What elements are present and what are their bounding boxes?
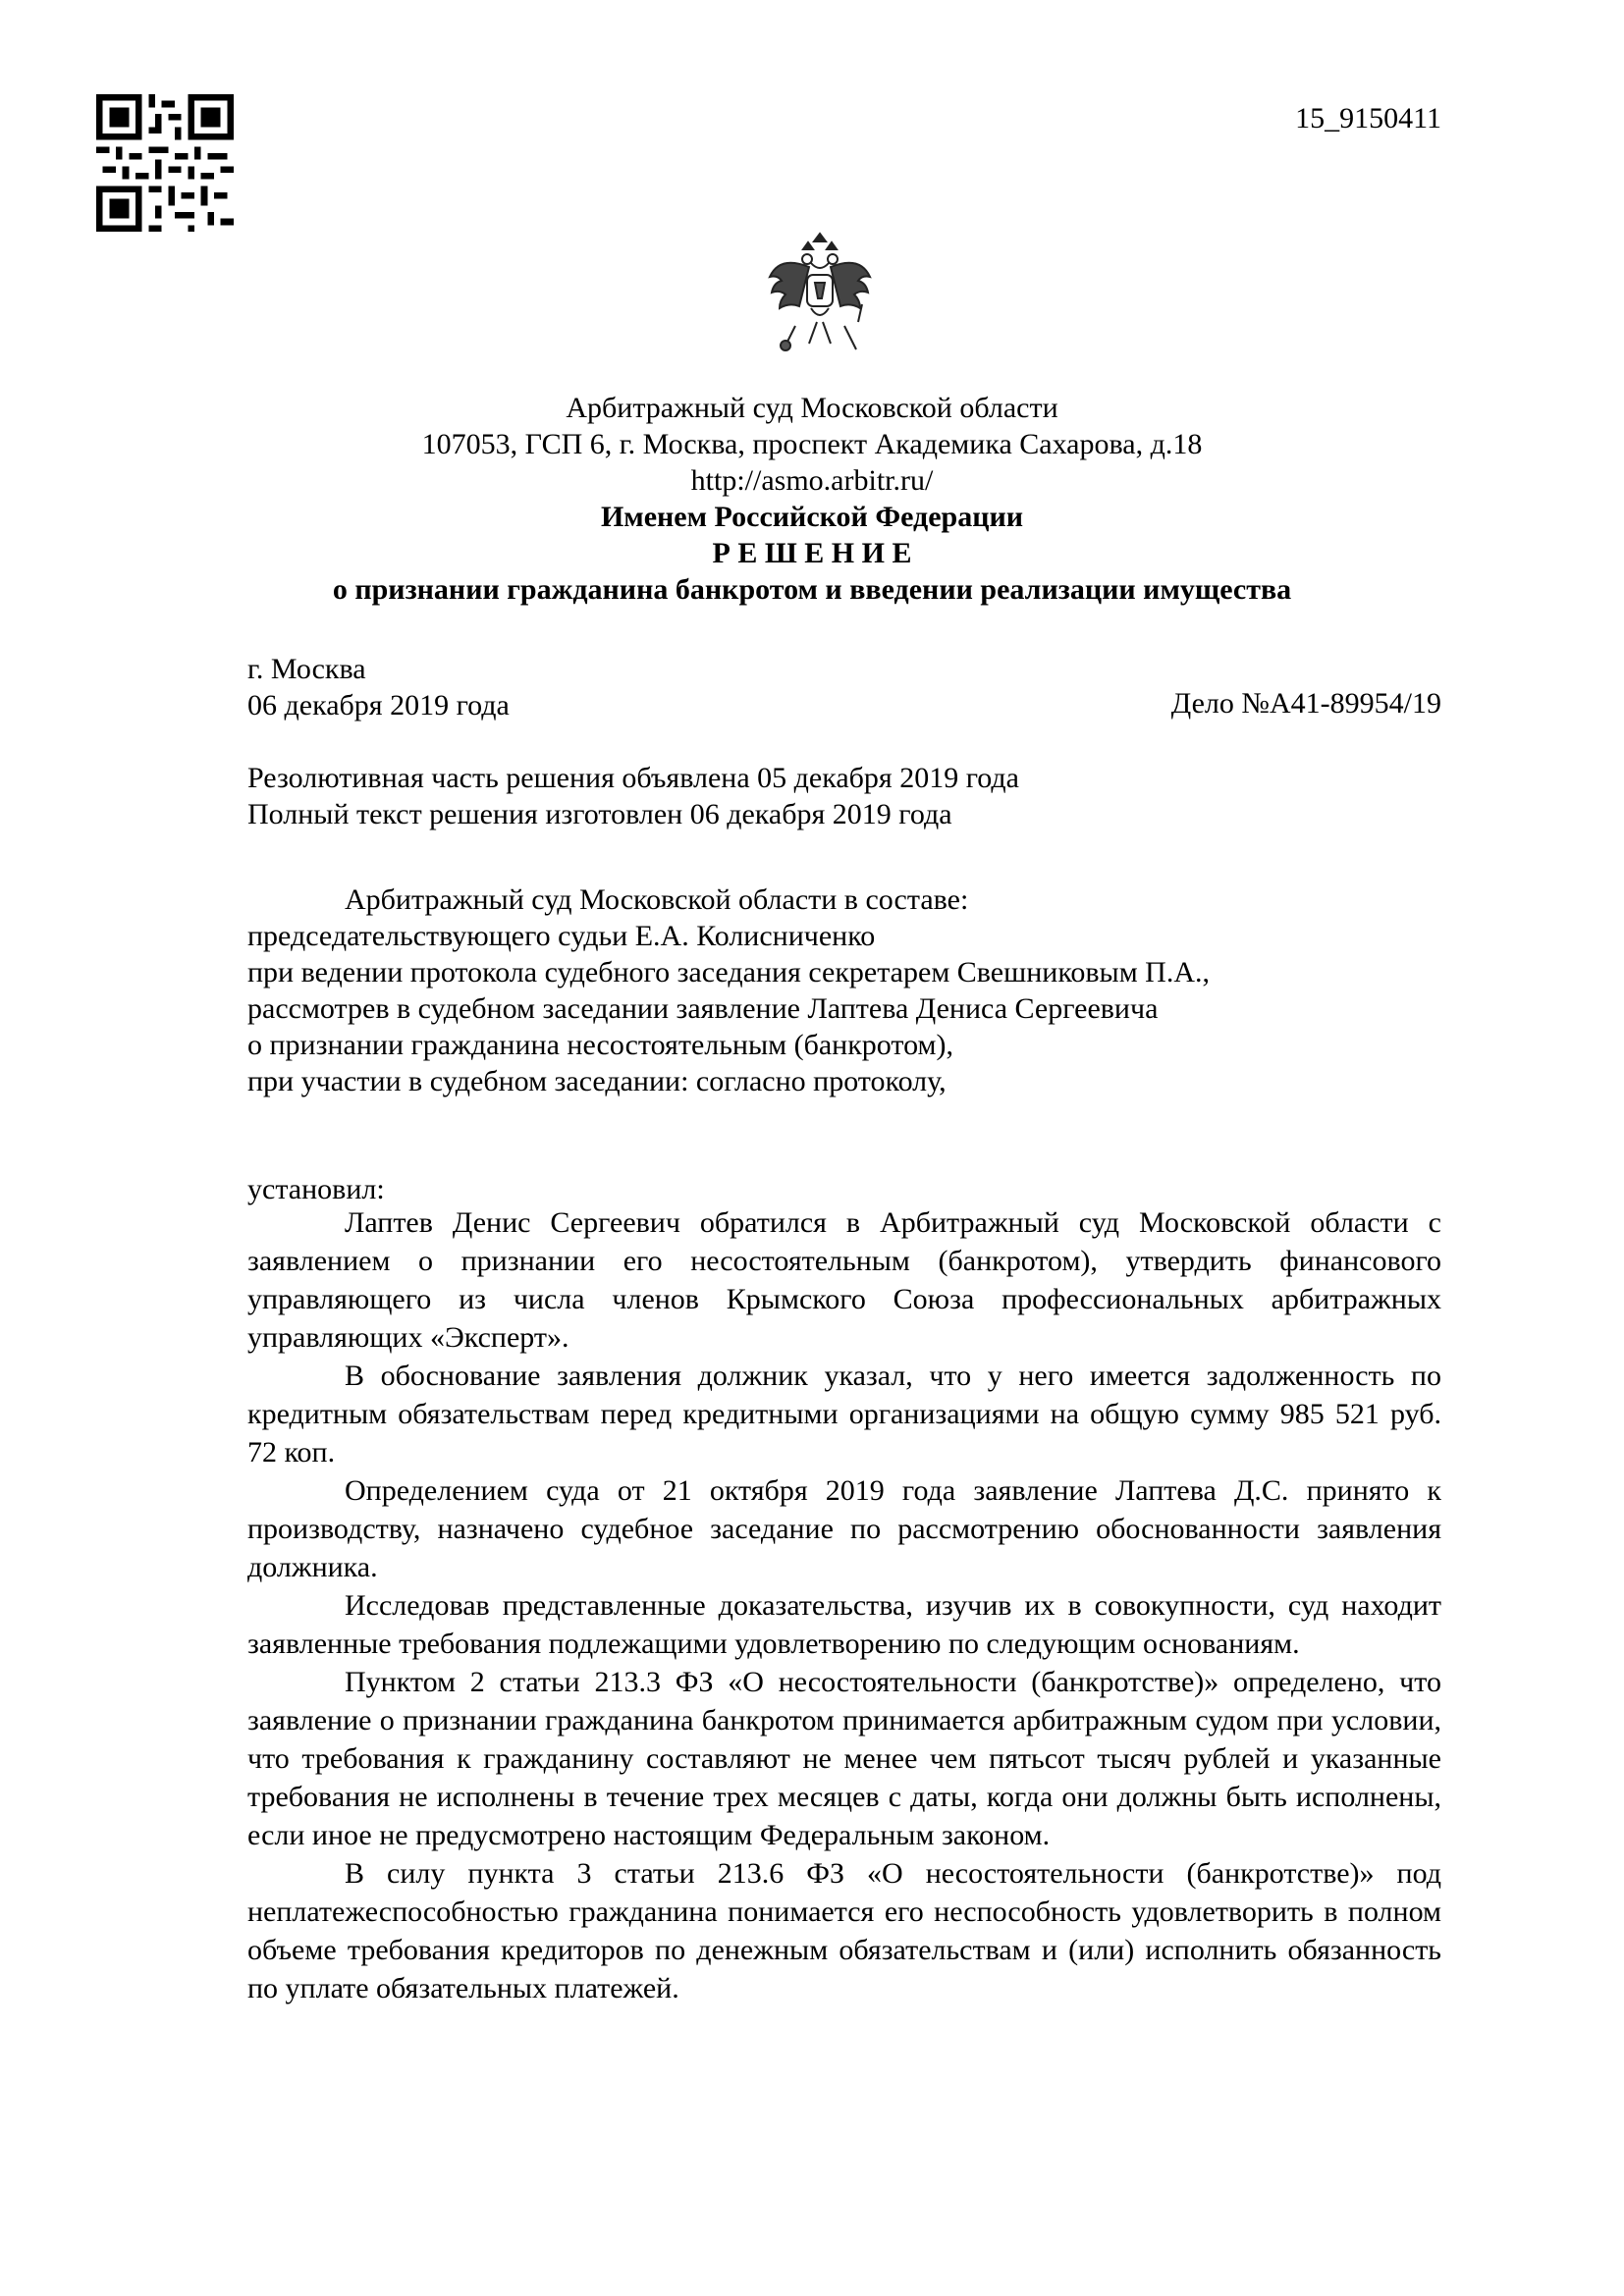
decision-subject: о признании гражданина банкротом и введении реализации имущества — [332, 573, 1292, 606]
body-paragraph: Определением суда от 21 октября 2019 года заявление Лаптева Д.С. принято к производству, назначено судебное заседание по рассмотрению обоснованности заявления должника. — [247, 1474, 1441, 1583]
court-website: http://asmo.arbitr.ru/ — [690, 464, 934, 497]
composition-line: о признании гражданина несостоятельным (банкротом), — [247, 1029, 954, 1061]
body-paragraph: В силу пункта 3 статьи 213.6 ФЗ «О несостоятельности (банкротстве)» под неплатежеспособностью гражданина понимается его неспособность удовлетворить в полном объеме требования кредиторов по денежным обязательствам и (или) исполнить обязанность по уплате обязательных платежей. — [247, 1857, 1441, 2004]
decision-date: 06 декабря 2019 года — [247, 689, 510, 721]
court-address: 107053, ГСП 6, г. Москва, проспект Академика Сахарова, д.18 — [421, 428, 1203, 460]
decision-title: Р Е Ш Е Н И Е — [712, 537, 912, 569]
body-paragraph: В обоснование заявления должник указал, что у него имеется задолженность по кредитным обязательствам перед кредитными организациями на общую сумму 985 521 руб. 72 коп. — [247, 1360, 1441, 1468]
court-name: Арбитражный суд Московской области — [566, 392, 1058, 424]
in-name-heading: Именем Российской Федерации — [600, 501, 1024, 533]
composition-line: рассмотрев в судебном заседании заявление Лаптева Дениса Сергеевича — [247, 992, 1159, 1025]
court-composition — [247, 881, 1441, 1099]
announcement-block — [247, 760, 1441, 832]
case-number: Дело №А41-89954/19 — [1170, 687, 1441, 720]
document-number: 15_9150411 — [1295, 102, 1441, 134]
body-paragraph: Исследовав представленные доказательства, изучив их в совокупности, суд находит заявленные требования подлежащими удовлетворению по следующим основаниям. — [247, 1589, 1441, 1660]
body-paragraph: Пунктом 2 статьи 213.3 ФЗ «О несостоятельности (банкротстве)» определено, что заявление о признании гражданина банкротом принимается арбитражным судом при условии, что требования к гражданину составляют не менее чем пятьсот тысяч рублей и указанные требования не исполнены в течение трех месяцев с даты, когда они должны быть исполнены, если иное не предусмотрено настоящим Федеральным законом. — [247, 1666, 1441, 1851]
composition-line: председательствующего судьи Е.А. Колисниченко — [247, 920, 876, 952]
composition-line: при ведении протокола судебного заседания секретарем Свешниковым П.А., — [247, 956, 1211, 988]
decision-body — [247, 1203, 1441, 2007]
city: г. Москва — [247, 653, 366, 685]
announcement-line: Полный текст решения изготовлен 06 декабря 2019 года — [247, 798, 952, 830]
qr-code-icon — [96, 94, 234, 232]
composition-first-line: Арбитражный суд Московской области в составе: — [345, 883, 969, 916]
coat-of-arms-icon — [766, 228, 874, 365]
announcement-line: Резолютивная часть решения объявлена 05 декабря 2019 года — [247, 762, 1019, 794]
established-heading: установил: — [247, 1173, 385, 1205]
composition-line: при участии в судебном заседании: согласно протоколу, — [247, 1065, 947, 1097]
body-paragraph: Лаптев Денис Сергеевич обратился в Арбитражный суд Московской области с заявлением о признании его несостоятельным (банкротом), утвердить финансового управляющего из числа членов Крымского Союза профессиональных арбитражных управляющих «Эксперт». — [247, 1206, 1441, 1354]
